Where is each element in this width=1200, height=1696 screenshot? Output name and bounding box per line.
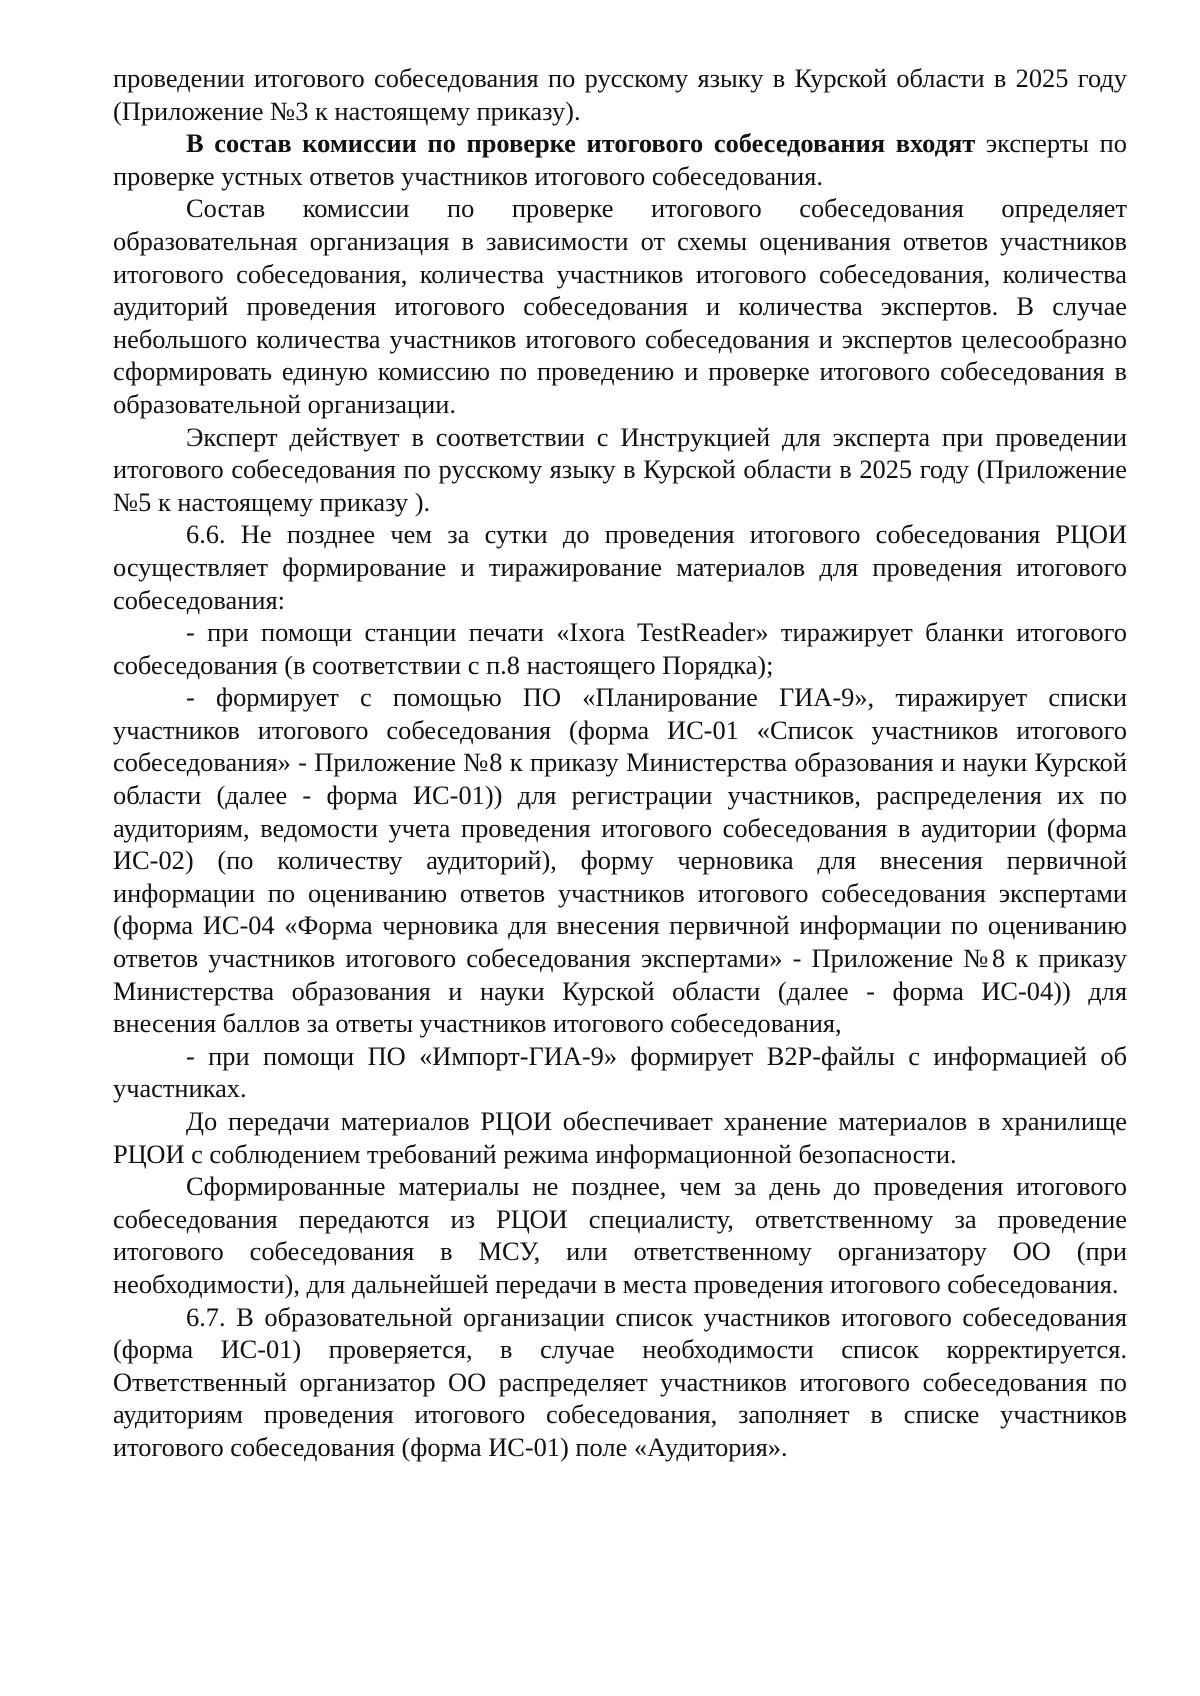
paragraph-text: 6.7. В образовательной организации список участников итогового собеседования (форма ИС-01) проверяется, в случае необходимости список корректируется. Ответственный организатор ОО распределяет участников итогового собеседования по аудиториям проведения итогового собеседования, заполняет в списке участников итогового собеседования (форма ИС-01) поле «Аудитория». bbox=[113, 1301, 1127, 1462]
paragraph-bold-lead: В состав комиссии по проверке итогового собеседования входят bbox=[186, 128, 976, 159]
list-item-import-software bbox=[113, 1040, 1127, 1105]
paragraph-materials-transfer bbox=[113, 1170, 1127, 1300]
paragraph-expert-instruction bbox=[113, 421, 1127, 519]
document-body bbox=[113, 62, 1127, 1464]
paragraph-text: Эксперт действует в соответствии с Инструкцией для эксперта при проведении итогового собеседования по русскому языку в Курской области в 2025 году (Приложение №5 к настоящему приказу ). bbox=[113, 421, 1127, 517]
paragraph-text: Состав комиссии по проверке итогового собеседования определяет образовательная организация в зависимости от схемы оценивания ответов участников итогового собеседования, количества участников итогового собеседования, количества аудиторий проведения итогового собеседования и количества экспертов. В случае небольшого количества участников итогового собеседования и экспертов целесообразно сформировать единую комиссию по проведению и проверке итогового собеседования в образовательной организации. bbox=[113, 193, 1127, 419]
paragraph-text: проведении итогового собеседования по русскому языку в Курской области в 2025 году (Приложение №3 к настоящему приказу). bbox=[113, 63, 1127, 126]
paragraph-text: Сформированные материалы не позднее, чем за день до проведения итогового собеседования передаются из РЦОИ специалисту, ответственному за проведение итогового собеседования в МСУ, или ответственному организатору ОО (при необходимости), для дальнейшей передачи в места проведения итогового собеседования. bbox=[113, 1171, 1127, 1299]
paragraph-commission-composition bbox=[113, 127, 1127, 192]
paragraph-text: До передачи материалов РЦОИ обеспечивает хранение материалов в хранилище РЦОИ с соблюдением требований режима информационной безопасности. bbox=[113, 1106, 1127, 1169]
list-item-print-station bbox=[113, 616, 1127, 681]
paragraph-text: - при помощи ПО «Импорт-ГИА-9» формирует В2Р-файлы с информацией об участниках. bbox=[113, 1040, 1127, 1104]
paragraph-section-6-6 bbox=[113, 518, 1127, 616]
paragraph-section-6-7 bbox=[113, 1301, 1127, 1464]
paragraph-storage bbox=[113, 1105, 1127, 1170]
paragraph-commission-definition bbox=[113, 192, 1127, 420]
paragraph-text: - при помощи станции печати «Ixora TestReader» тиражирует бланки итогового собеседования (в соответствии с п.8 настоящего Порядка); bbox=[113, 617, 1127, 680]
paragraph-text: - формирует с помощью ПО «Планирование ГИА-9», тиражирует списки участников итогового собеседования (форма ИС-01 «Список участников итогового собеседования» - Приложение №8 к приказу Министерства образования и науки Курской области (далее - форма ИС-01)) для регистрации участников, распределения их по аудиториям, ведомости учета проведения итогового собеседования в аудитории (форма ИС-02) (по количеству аудиторий), форму черновика для внесения первичной информации по оцениванию ответов участников итогового собеседования экспертами (форма ИС-04 «Форма черновика для внесения первичной информации по оцениванию ответов участников итогового собеседования экспертами» - Приложение №8 к приказу Министерства образования и науки Курской области (далее - форма ИС-04)) для внесения баллов за ответы участников итогового собеседования, bbox=[113, 682, 1127, 1039]
paragraph-continuation bbox=[113, 62, 1127, 127]
list-item-planning-software bbox=[113, 681, 1127, 1040]
paragraph-text: 6.6. Не позднее чем за сутки до проведения итогового собеседования РЦОИ осуществляет формирование и тиражирование материалов для проведения итогового собеседования: bbox=[113, 519, 1127, 615]
paragraph-text: эксперты по проверке устных ответов участников итогового собеседования. bbox=[113, 128, 1127, 191]
